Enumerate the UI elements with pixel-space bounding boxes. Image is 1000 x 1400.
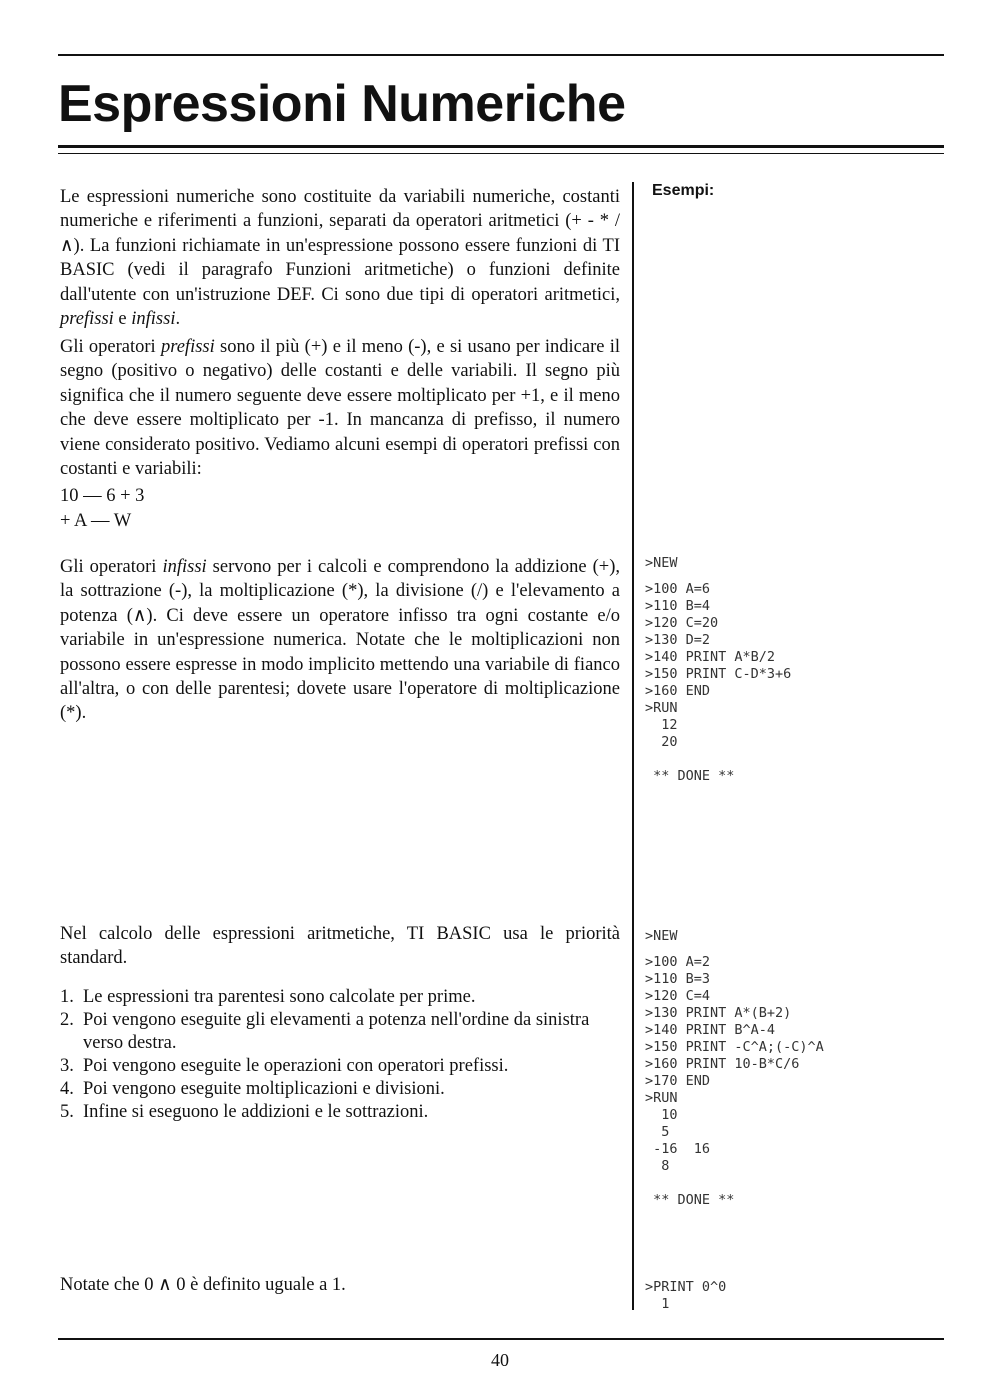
code-line: >140 PRINT B^A-4	[645, 1022, 776, 1038]
bottom-rule	[58, 1338, 944, 1340]
list-item	[60, 1078, 620, 1101]
list-text: Infine si eseguono le addizioni e le sottrazioni.	[83, 1102, 429, 1122]
prefix-text: Gli operatori	[60, 337, 161, 357]
code-line: -16 16	[645, 1141, 711, 1157]
code-line: ** DONE **	[645, 1192, 735, 1208]
code-line: >100 A=6	[645, 581, 711, 597]
code-line: >130 PRINT A*(B+2)	[645, 1005, 792, 1021]
list-item	[60, 1101, 620, 1124]
note-paragraph: Notate che 0 ∧ 0 è definito uguale a 1.	[60, 1275, 346, 1295]
infix-text: servono per i calcoli e comprendono la addizione (+), la sottrazione (-), la moltiplicazione (*), la divisione (/) e l'elevamento a potenza (∧). Ci deve essere un operatore infisso tra ogni costante e/o variabile in un'espressione numerica. Notate che le moltiplicazioni non possono essere espresse in modo implicito mettendo una variabile di fianco all'altra, o con delle parentesi; dovete usare l'operatore di moltiplicazione (*).	[60, 557, 621, 724]
code-line: >160 END	[645, 683, 711, 699]
list-text: Poi vengono eseguite le operazioni con operatori prefissi.	[83, 1056, 509, 1076]
code-line: >120 C=20	[645, 615, 719, 631]
code-line: >NEW	[645, 928, 678, 944]
code-line: 5	[645, 1124, 670, 1140]
title-rule-thin	[58, 153, 944, 154]
infix-text: Gli operatori	[60, 557, 163, 577]
intro-text: e	[113, 309, 132, 330]
code-line: >110 B=4	[645, 598, 711, 614]
code-line: >RUN	[645, 1090, 678, 1106]
code-line: 8	[645, 1158, 670, 1174]
code-example-1	[645, 555, 791, 785]
list-number: 2.	[60, 1010, 74, 1030]
code-line: 12	[645, 717, 678, 733]
list-number: 5.	[60, 1102, 74, 1122]
infix-paragraph	[60, 555, 620, 726]
intro-text: Le espressioni numeriche sono costituite da variabili numeriche, costanti numeriche e riferimenti a funzioni, separati da operatori aritmetici (+ - * / ∧). La funzioni richiamate in un'espressione possono essere funzioni di TI BASIC (vedi il paragrafo Funzioni aritmetiche) o funzioni definite dall'utente con un'istruzione DEF. Ci sono due tipi di operatori aritmetici,	[60, 187, 620, 305]
top-rule	[58, 54, 944, 56]
list-text: Poi vengono eseguite moltiplicazioni e divisioni.	[83, 1079, 445, 1099]
prefix-em: prefissi	[160, 337, 215, 357]
list-number: 1.	[60, 987, 74, 1007]
code-line: ** DONE **	[645, 768, 735, 784]
intro-em-infissi: infissi	[131, 309, 176, 330]
code-line: >150 PRINT C-D*3+6	[645, 666, 792, 682]
list-text: Poi vengono eseguite gli elevamenti a potenza nell'ordine da sinistra verso destra.	[83, 1010, 590, 1053]
code-line: >110 B=3	[645, 971, 711, 987]
prefix-examples	[60, 484, 144, 534]
intro-em-prefissi: prefissi	[60, 309, 114, 330]
code-example-3	[645, 1279, 726, 1313]
code-line: >170 END	[645, 1073, 711, 1089]
code-line: >130 D=2	[645, 632, 711, 648]
priority-list	[60, 986, 620, 1124]
intro-text: .	[175, 309, 181, 330]
examples-heading: Esempi:	[652, 182, 715, 199]
code-line: >100 A=2	[645, 954, 711, 970]
code-line: >NEW	[645, 555, 678, 571]
code-line: 10	[645, 1107, 678, 1123]
code-line: >RUN	[645, 700, 678, 716]
code-line: 1	[645, 1296, 670, 1312]
prefix-text: sono il più (+) e il meno (-), e si usano per indicare il segno (positivo o negativo) delle costanti e delle variabili. Il segno più significa che il numero seguente deve essere moltiplicato per +1, e il meno che deve essere moltiplicato per -1. In mancanza di prefisso, il numero viene considerato positivo. Vediamo alcuni esempi di operatori prefissi con costanti e variabili:	[60, 337, 620, 480]
prefix-example: 10 — 6 + 3	[60, 486, 145, 506]
code-line: >150 PRINT -C^A;(-C)^A	[645, 1039, 824, 1055]
code-line: 20	[645, 734, 678, 750]
code-line: >120 C=4	[645, 988, 711, 1004]
list-item	[60, 986, 620, 1009]
list-number: 4.	[60, 1079, 74, 1099]
code-line: >160 PRINT 10-B*C/6	[645, 1056, 800, 1072]
list-item	[60, 1009, 620, 1055]
priority-paragraph: Nel calcolo delle espressioni aritmetiche, TI BASIC usa le priorità standard.	[60, 924, 620, 969]
intro-paragraph	[60, 185, 620, 331]
infix-em: infissi	[162, 557, 207, 577]
list-text: Le espressioni tra parentesi sono calcolate per prime.	[83, 987, 476, 1007]
page-title: Espressioni Numeriche	[58, 75, 626, 133]
code-line: >PRINT 0^0	[645, 1279, 727, 1295]
code-line: >140 PRINT A*B/2	[645, 649, 776, 665]
list-number: 3.	[60, 1056, 74, 1076]
list-item	[60, 1055, 620, 1078]
page-number: 40	[491, 1350, 509, 1370]
prefix-example: + A — W	[60, 511, 132, 531]
column-divider	[632, 182, 634, 1310]
title-rule	[58, 145, 944, 148]
code-example-2	[645, 928, 824, 1209]
prefix-paragraph	[60, 335, 620, 481]
